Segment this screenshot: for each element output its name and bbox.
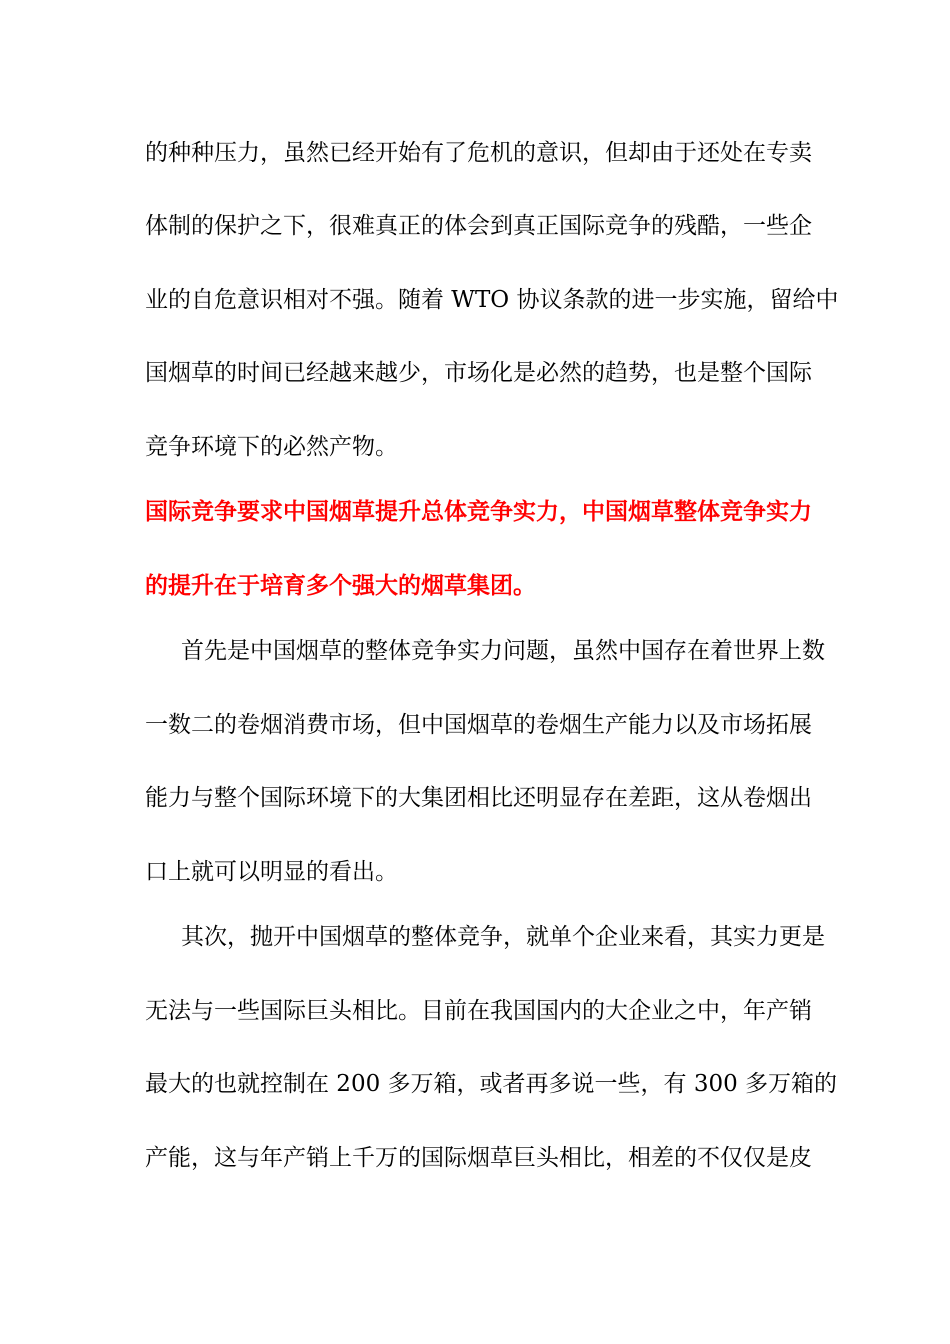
paragraph-3-line-3: 能力与整个国际环境下的大集团相比还明显存在差距，这从卷烟出 bbox=[145, 785, 812, 811]
paragraph-3-line-1: 首先是中国烟草的整体竞争实力问题，虽然中国存在着世界上数 bbox=[181, 638, 825, 664]
paragraph-4-line-4: 产能，这与年产销上千万的国际烟草巨头相比，相差的不仅仅是皮 bbox=[145, 1145, 812, 1171]
paragraph-1-line-3: 业的自危意识相对不强。随着 WTO 协议条款的进一步实施，留给中 bbox=[145, 287, 839, 313]
paragraph-1-line-2: 体制的保护之下，很难真正的体会到真正国际竞争的残酷，一些企 bbox=[145, 213, 812, 239]
paragraph-1-line-5: 竞争环境下的必然产物。 bbox=[145, 434, 398, 460]
paragraph-3-line-4: 口上就可以明显的看出。 bbox=[145, 859, 398, 885]
paragraph-3-line-2: 一数二的卷烟消费市场，但中国烟草的卷烟生产能力以及市场拓展 bbox=[145, 712, 812, 738]
section-heading-line-1: 国际竞争要求中国烟草提升总体竞争实力，中国烟草整体竞争实力 bbox=[145, 499, 812, 525]
section-heading-line-2: 的提升在于培育多个强大的烟草集团。 bbox=[145, 573, 536, 599]
paragraph-1-line-1: 的种种压力，虽然已经开始有了危机的意识，但却由于还处在专卖 bbox=[145, 140, 812, 166]
paragraph-4-line-3: 最大的也就控制在 200 多万箱，或者再多说一些，有 300 多万箱的 bbox=[145, 1071, 838, 1097]
paragraph-1-line-4: 国烟草的时间已经越来越少，市场化是必然的趋势，也是整个国际 bbox=[145, 360, 812, 386]
paragraph-4-line-1: 其次，抛开中国烟草的整体竞争，就单个企业来看，其实力更是 bbox=[181, 924, 825, 950]
paragraph-4-line-2: 无法与一些国际巨头相比。目前在我国国内的大企业之中，年产销 bbox=[145, 998, 812, 1024]
